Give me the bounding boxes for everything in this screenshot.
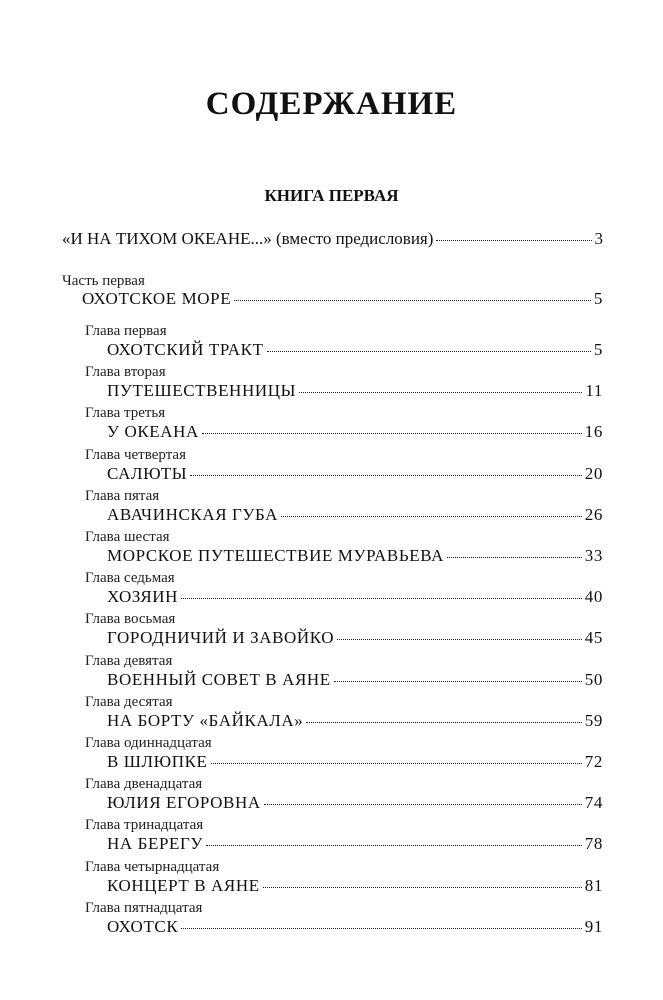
toc-entry-title: ГОРОДНИЧИЙ И ЗАВОЙКО <box>107 628 335 648</box>
chapter-label: Глава вторая <box>85 364 166 381</box>
toc-entry-chapter[interactable] <box>107 711 603 731</box>
toc-entry-preface[interactable] <box>62 229 603 249</box>
toc-page-number: 11 <box>585 381 603 401</box>
toc-entry-title: НА БЕРЕГУ <box>107 834 204 854</box>
toc-page-number: 59 <box>584 710 603 730</box>
dot-leader <box>447 556 582 558</box>
toc-entry-chapter[interactable] <box>107 917 603 937</box>
toc-entry-title: ОХОТСКИЙ ТРАКТ <box>107 340 264 359</box>
toc-page-number: 5 <box>593 340 603 359</box>
dot-leader <box>211 762 582 764</box>
toc-entry-title: ОХОТСКОЕ МОРЕ <box>82 289 232 308</box>
dot-leader <box>190 474 582 476</box>
toc-entry-chapter[interactable] <box>107 628 603 648</box>
dot-leader <box>337 638 582 640</box>
toc-entry-title: ХОЗЯИН <box>107 587 179 607</box>
toc-entry-title: ВОЕННЫЙ СОВЕТ В АЯНЕ <box>107 669 331 689</box>
toc-page-number: 91 <box>584 916 603 936</box>
chapter-label: Глава шестая <box>85 529 170 545</box>
toc-entry-chapter[interactable] <box>107 546 603 566</box>
dot-leader <box>234 299 591 301</box>
chapter-label: Глава третья <box>85 405 166 422</box>
toc-page-number: 74 <box>584 793 603 813</box>
book-heading: КНИГА ПЕРВАЯ <box>264 186 399 205</box>
chapter-label: Глава девятая <box>85 652 173 669</box>
page-title: СОДЕРЖАНИЕ <box>205 86 458 122</box>
chapter-label: Глава первая <box>85 323 167 339</box>
toc-entry-chapter[interactable] <box>107 587 603 607</box>
toc-page-number: 16 <box>584 422 603 442</box>
dot-leader <box>334 680 582 682</box>
toc-entry-title: АВАЧИНСКАЯ ГУБА <box>107 504 279 524</box>
toc-entry-title: У ОКЕАНА <box>107 422 199 442</box>
toc-entry-part[interactable] <box>82 289 603 309</box>
toc-entry-chapter[interactable] <box>107 422 603 442</box>
toc-page-number: 50 <box>584 669 603 689</box>
toc-page-number: 40 <box>584 587 603 607</box>
dot-leader <box>306 721 581 723</box>
chapter-label: Глава пятнадцатая <box>85 899 203 916</box>
toc-entry-title: ПУТЕШЕСТВЕННИЦЫ <box>107 381 296 401</box>
toc-entry-chapter[interactable] <box>107 505 603 525</box>
toc-entry-title: КОНЦЕРТ В АЯНЕ <box>107 875 260 895</box>
toc-entry-title: «И НА ТИХОМ ОКЕАНЕ...» (вместо предисловия) <box>62 229 434 248</box>
toc-page-number: 33 <box>584 546 603 565</box>
toc-page-number: 45 <box>584 628 603 648</box>
dot-leader <box>181 597 582 599</box>
chapter-label: Глава седьмая <box>85 570 175 587</box>
toc-page-number: 5 <box>593 289 603 308</box>
dot-leader <box>181 927 581 929</box>
toc-entry-chapter[interactable] <box>107 340 603 360</box>
dot-leader <box>264 803 582 805</box>
toc-entry-chapter[interactable] <box>107 670 603 690</box>
chapter-label: Глава восьмая <box>85 611 176 628</box>
toc-entry-chapter[interactable] <box>107 834 603 854</box>
chapter-label: Глава четырнадцатая <box>85 858 220 875</box>
toc-entry-chapter[interactable] <box>107 464 603 484</box>
dot-leader <box>299 391 582 393</box>
dot-leader <box>263 886 582 888</box>
toc-entry-chapter[interactable] <box>107 752 603 772</box>
chapter-label: Глава тринадцатая <box>85 817 204 834</box>
toc-page-number: 78 <box>584 834 603 854</box>
toc-page-number: 20 <box>584 463 603 483</box>
toc-entry-chapter[interactable] <box>107 876 603 896</box>
toc-page-number: 81 <box>584 875 603 895</box>
dot-leader <box>267 350 591 352</box>
toc-entry-title: НА БОРТУ «БАЙКАЛА» <box>107 710 304 730</box>
dot-leader <box>202 432 582 434</box>
toc-entry-title: ОХОТСК <box>107 916 179 936</box>
toc-entry-title: В ШЛЮПКЕ <box>107 752 208 771</box>
part-label: Часть первая <box>62 273 145 289</box>
chapter-label: Глава четвертая <box>85 446 186 463</box>
toc-entry-title: МОРСКОЕ ПУТЕШЕСТВИЕ МУРАВЬЕВА <box>107 546 444 565</box>
dot-leader <box>206 844 582 846</box>
dot-leader <box>436 239 591 241</box>
toc-page-number: 72 <box>584 752 603 771</box>
toc-entry-chapter[interactable] <box>107 793 603 813</box>
toc-entry-chapter[interactable] <box>107 381 603 401</box>
toc-page-number: 26 <box>584 504 603 524</box>
chapter-label: Глава двенадцатая <box>85 776 203 793</box>
toc-page-number: 3 <box>594 229 603 248</box>
toc-entry-title: ЮЛИЯ ЕГОРОВНА <box>107 793 261 813</box>
chapter-label: Глава одиннадцатая <box>85 735 212 751</box>
chapter-label: Глава пятая <box>85 487 160 504</box>
toc-entry-title: САЛЮТЫ <box>107 463 188 483</box>
dot-leader <box>281 515 582 517</box>
chapter-label: Глава десятая <box>85 693 173 710</box>
